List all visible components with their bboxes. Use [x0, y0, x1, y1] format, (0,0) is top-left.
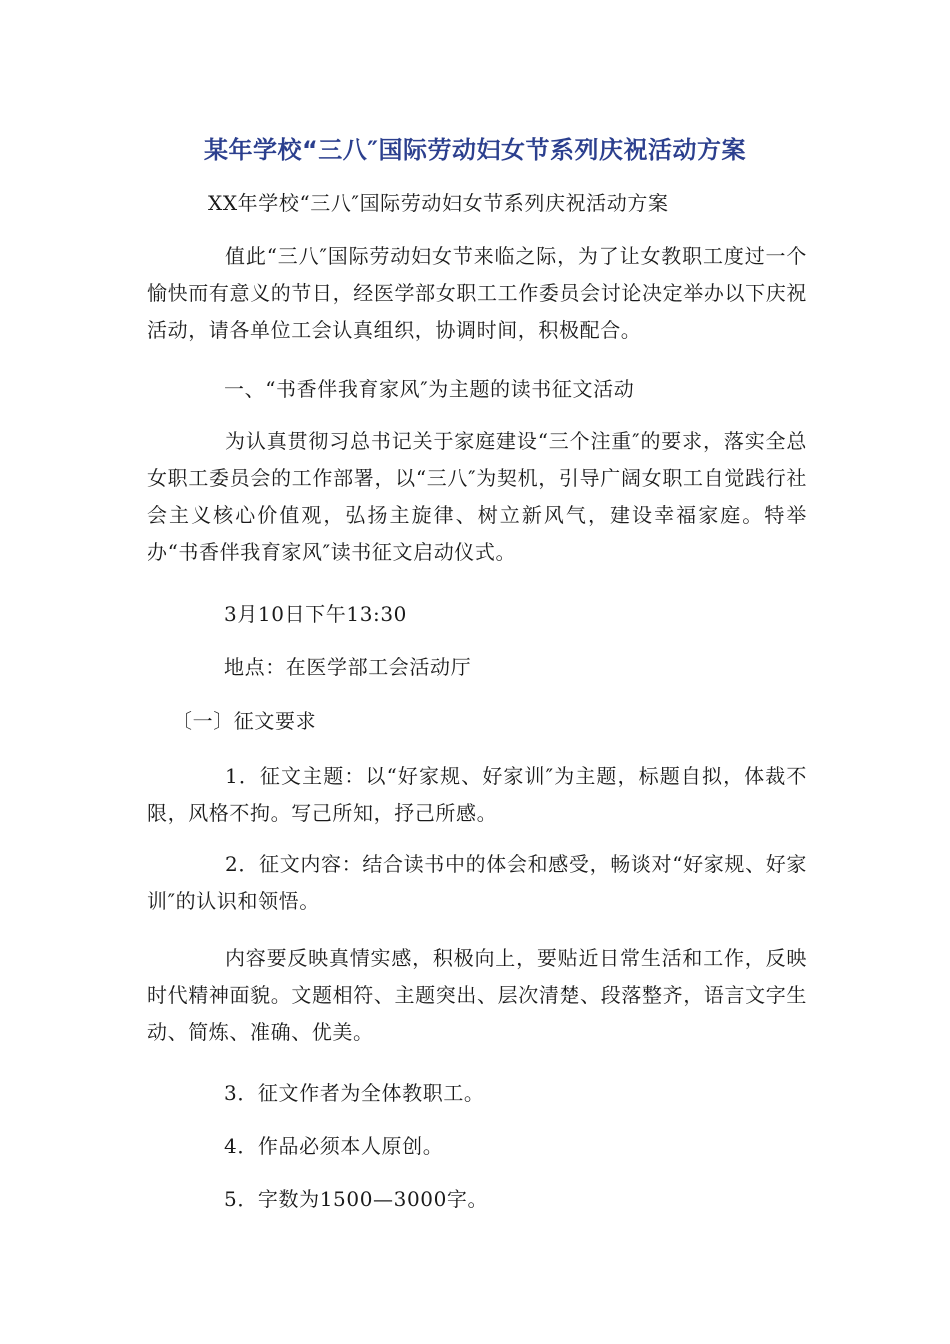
event-location: 地点：在医学部工会活动厅: [224, 655, 472, 679]
document-title: 某年学校“三八″国际劳动妇女节系列庆祝活动方案: [204, 136, 746, 164]
requirement-item-4: 4．作品必须本人原创。: [224, 1134, 444, 1158]
intro-paragraph: 值此“三八″国际劳动妇女节来临之际，为了让女教职工度过一个愉快而有意义的节日，经医学部女职工工作委员会讨论决定举办以下庆祝活动，请各单位工会认真组织，协调时间，积极配合。: [147, 244, 807, 342]
subsection-heading-essay-requirements: 〔一〕征文要求: [172, 709, 317, 733]
section-heading-reading-essay: 一、“书香伴我育家风″为主题的读书征文活动: [224, 377, 635, 401]
document-subtitle: XX年学校“三八″国际劳动妇女节系列庆祝活动方案: [208, 191, 669, 215]
requirement-item-1: 1．征文主题：以“好家规、好家训″为主题，标题自拟，体裁不限，风格不拘。写己所知，抒己所感。: [147, 764, 807, 825]
section-body-reading-essay: 为认真贯彻习总书记关于家庭建设“三个注重″的要求，落实全总女职工委员会的工作部署，以“三八″为契机，引导广阔女职工自觉践行社会主义核心价值观，弘扬主旋律、树立新风气，建设幸福家庭。特举办“书香伴我育家风″读书征文启动仪式。: [147, 429, 807, 564]
event-time: 3月10日下午13:30: [224, 602, 408, 626]
requirement-item-2: 2．征文内容：结合读书中的体会和感受，畅谈对“好家规、好家训″的认识和领悟。: [147, 852, 807, 913]
requirement-item-5: 5．字数为1500—3000字。: [224, 1187, 489, 1211]
requirement-item-2-detail: 内容要反映真情实感，积极向上，要贴近日常生活和工作，反映时代精神面貌。文题相符、主题突出、层次清楚、段落整齐，语言文字生动、简炼、准确、优美。: [147, 946, 807, 1044]
requirement-item-3: 3．征文作者为全体教职工。: [224, 1081, 485, 1105]
